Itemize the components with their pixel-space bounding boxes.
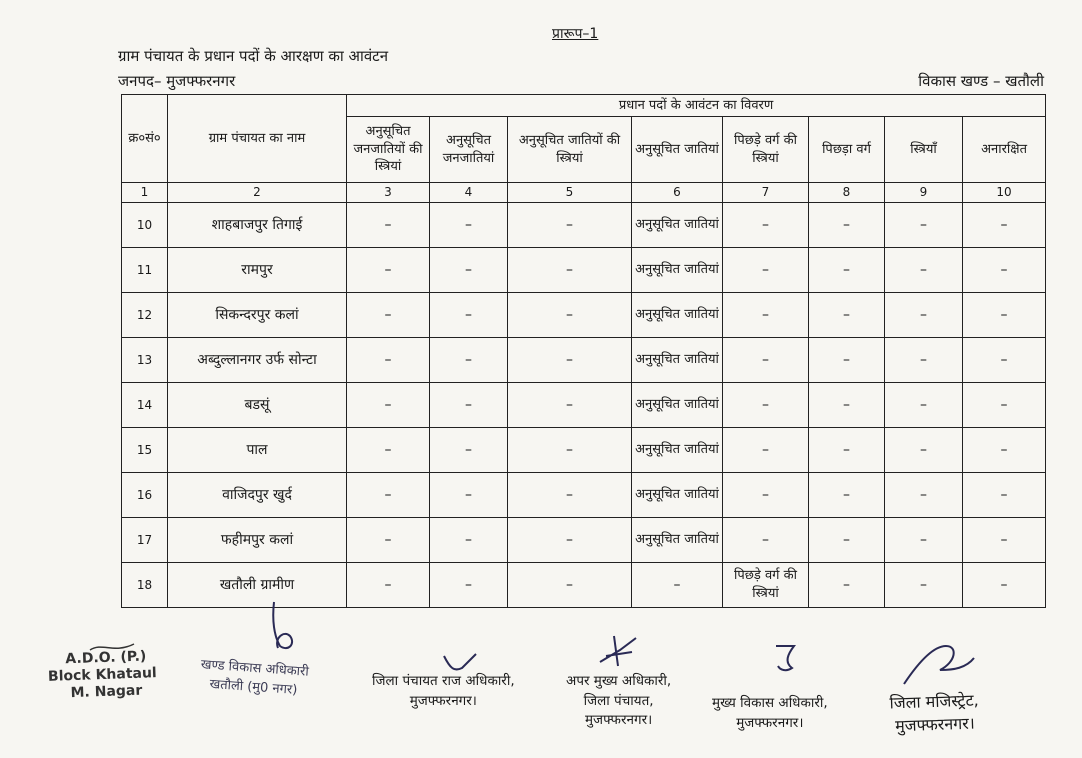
row-cell-col-3: –	[347, 473, 430, 518]
amo-line-1: अपर मुख्य अधिकारी,	[566, 673, 672, 689]
column-number-7: 7	[723, 183, 809, 203]
row-panchayat-name: रामपुर	[168, 248, 347, 293]
column-number-6: 6	[632, 183, 723, 203]
row-cell-col-8: –	[809, 203, 885, 248]
document-title: ग्राम पंचायत के प्रधान पदों के आरक्षण का आवंटन	[118, 47, 389, 65]
amo-line-2: जिला पंचायत,	[583, 692, 654, 709]
row-serial: 17	[122, 518, 168, 563]
row-cell-col-7: –	[723, 248, 809, 293]
reservation-table	[121, 94, 1046, 608]
row-cell-col-9: –	[885, 293, 963, 338]
dpro-line-1: जिला पंचायत राज अधिकारी,	[372, 673, 515, 689]
bdo-stamp	[199, 656, 309, 701]
row-cell-col-5: –	[508, 383, 632, 428]
cdo-line-2: मुजफ्फरनगर।	[736, 714, 804, 731]
bdo-line-1: खण्ड विकास अधिकारी	[200, 657, 310, 680]
form-number: प्रारूप–1	[552, 26, 599, 42]
row-cell-col-5: –	[508, 428, 632, 473]
row-cell-col-7: –	[723, 203, 809, 248]
row-cell-col-8: –	[809, 428, 885, 473]
row-panchayat-name: वाजिदपुर खुर्द	[168, 473, 347, 518]
ado-stamp-line-1: A.D.O. (P.)	[65, 648, 147, 668]
table-row	[122, 293, 1046, 338]
row-cell-col-10: –	[963, 473, 1046, 518]
row-cell-col-10: –	[963, 383, 1046, 428]
header-category-8: पिछड़ा वर्ग	[809, 117, 885, 183]
row-cell-col-10: –	[963, 518, 1046, 563]
row-cell-col-9: –	[885, 203, 963, 248]
row-cell-col-6: अनुसूचित जातियां	[632, 518, 723, 563]
row-cell-col-6: अनुसूचित जातियां	[632, 203, 723, 248]
dpro-line-2: मुजफ्फरनगर।	[409, 692, 477, 709]
column-number-3: 3	[347, 183, 430, 203]
row-cell-col-3: –	[347, 563, 430, 608]
table-row	[122, 518, 1046, 563]
row-cell-col-8: –	[809, 293, 885, 338]
row-panchayat-name: शाहबाजपुर तिगाई	[168, 203, 347, 248]
cdo-signatory	[712, 694, 828, 733]
amo-line-3: मुजफ्फरनगर।	[584, 712, 653, 729]
row-serial: 14	[122, 383, 168, 428]
header-category-10: अनारक्षित	[963, 117, 1046, 183]
row-cell-col-9: –	[885, 248, 963, 293]
cdo-signature-scrawl	[770, 642, 810, 676]
header-category-9: स्त्रियाँ	[885, 117, 963, 183]
amo-signature-scrawl	[596, 632, 646, 672]
district-label: जनपद– मुजफ्फरनगर	[118, 72, 236, 90]
row-cell-col-9: –	[885, 338, 963, 383]
row-cell-col-4: –	[430, 563, 508, 608]
row-cell-col-9: –	[885, 518, 963, 563]
row-cell-col-7: –	[723, 293, 809, 338]
row-cell-col-8: –	[809, 473, 885, 518]
row-cell-col-7: –	[723, 383, 809, 428]
row-cell-col-4: –	[430, 203, 508, 248]
column-number-8: 8	[809, 183, 885, 203]
row-cell-col-7: –	[723, 473, 809, 518]
row-cell-col-3: –	[347, 428, 430, 473]
row-cell-col-10: –	[963, 563, 1046, 608]
row-cell-col-5: –	[508, 338, 632, 383]
row-cell-col-8: –	[809, 518, 885, 563]
column-number-2: 2	[168, 183, 347, 203]
row-cell-col-7: –	[723, 518, 809, 563]
row-cell-col-8: –	[809, 248, 885, 293]
row-cell-col-9: –	[885, 428, 963, 473]
row-cell-col-5: –	[508, 248, 632, 293]
row-cell-col-6: अनुसूचित जातियां	[632, 473, 723, 518]
ado-signature-scrawl	[88, 640, 138, 660]
bdo-line-2: खतौली (मु0 नगर)	[209, 676, 298, 698]
row-cell-col-10: –	[963, 428, 1046, 473]
row-cell-col-6: अनुसूचित जातियां	[632, 248, 723, 293]
row-cell-col-8: –	[809, 383, 885, 428]
row-cell-col-6: अनुसूचित जातियां	[632, 338, 723, 383]
row-cell-col-7: –	[723, 338, 809, 383]
row-cell-col-10: –	[963, 338, 1046, 383]
block-label: विकास खण्ड – खतौली	[918, 72, 1044, 90]
dm-signatory	[889, 688, 980, 737]
row-cell-col-4: –	[430, 383, 508, 428]
row-cell-col-3: –	[347, 203, 430, 248]
header-panchayat-name: ग्राम पंचायत का नाम	[168, 95, 347, 183]
row-cell-col-3: –	[347, 518, 430, 563]
column-number-10: 10	[963, 183, 1046, 203]
row-cell-col-10: –	[963, 248, 1046, 293]
column-number-4: 4	[430, 183, 508, 203]
header-category-5: अनुसूचित जातियों की स्त्रियां	[508, 117, 632, 183]
ado-stamp-line-3: M. Nagar	[70, 682, 143, 701]
row-cell-col-8: –	[809, 338, 885, 383]
row-cell-col-3: –	[347, 293, 430, 338]
row-cell-col-3: –	[347, 383, 430, 428]
row-cell-col-8: –	[809, 563, 885, 608]
row-cell-col-4: –	[430, 248, 508, 293]
row-cell-col-5: –	[508, 203, 632, 248]
table-row	[122, 383, 1046, 428]
row-panchayat-name: खतौली ग्रामीण	[168, 563, 347, 608]
row-cell-col-10: –	[963, 293, 1046, 338]
dpro-signature-scrawl	[440, 650, 480, 680]
row-cell-col-3: –	[347, 248, 430, 293]
header-allocation-group: प्रधान पदों के आवंटन का विवरण	[347, 95, 1046, 117]
row-cell-col-10: –	[963, 203, 1046, 248]
dm-line-2: मुजफ्फरनगर।	[894, 713, 976, 736]
row-cell-col-6: अनुसूचित जातियां	[632, 383, 723, 428]
row-cell-col-5: –	[508, 518, 632, 563]
row-cell-col-4: –	[430, 338, 508, 383]
table-row	[122, 428, 1046, 473]
row-cell-col-6: –	[632, 563, 723, 608]
column-number-5: 5	[508, 183, 632, 203]
header-category-6: अनुसूचित जातियां	[632, 117, 723, 183]
row-serial: 16	[122, 473, 168, 518]
row-cell-col-5: –	[508, 293, 632, 338]
row-serial: 11	[122, 248, 168, 293]
row-cell-col-9: –	[885, 473, 963, 518]
header-serial: क्र०सं०	[122, 95, 168, 183]
dm-line-1: जिला मजिस्ट्रेट,	[889, 690, 980, 713]
ado-stamp-line-2: Block Khataul	[47, 664, 157, 685]
column-number-9: 9	[885, 183, 963, 203]
row-cell-col-6: अनुसूचित जातियां	[632, 428, 723, 473]
row-cell-col-9: –	[885, 383, 963, 428]
row-cell-col-4: –	[430, 293, 508, 338]
row-cell-col-5: –	[508, 563, 632, 608]
row-cell-col-4: –	[430, 428, 508, 473]
row-serial: 12	[122, 293, 168, 338]
row-cell-col-7: पिछड़े वर्ग की स्त्रियां	[723, 563, 809, 608]
row-cell-col-6: अनुसूचित जातियां	[632, 293, 723, 338]
row-serial: 13	[122, 338, 168, 383]
row-cell-col-3: –	[347, 338, 430, 383]
row-cell-col-7: –	[723, 428, 809, 473]
row-serial: 18	[122, 563, 168, 608]
column-number-1: 1	[122, 183, 168, 203]
table-row	[122, 203, 1046, 248]
table-row	[122, 338, 1046, 383]
row-panchayat-name: अब्दुल्लानगर उर्फ सोन्टा	[168, 338, 347, 383]
amo-signatory	[566, 672, 671, 731]
header-category-7: पिछड़े वर्ग की स्त्रियां	[723, 117, 809, 183]
bdo-signature-scrawl	[260, 600, 310, 660]
row-panchayat-name: बडसूं	[168, 383, 347, 428]
table-row	[122, 248, 1046, 293]
table-row	[122, 473, 1046, 518]
dm-signature-scrawl	[900, 640, 980, 690]
header-category-4: अनुसूचित जनजातियां	[430, 117, 508, 183]
row-cell-col-5: –	[508, 473, 632, 518]
cdo-line-1: मुख्य विकास अधिकारी,	[712, 695, 828, 711]
row-serial: 10	[122, 203, 168, 248]
row-cell-col-4: –	[430, 473, 508, 518]
row-panchayat-name: पाल	[168, 428, 347, 473]
row-panchayat-name: फहीमपुर कलां	[168, 518, 347, 563]
row-serial: 15	[122, 428, 168, 473]
row-cell-col-9: –	[885, 563, 963, 608]
header-category-3: अनुसूचित जनजातियों की स्त्रियां	[347, 117, 430, 183]
row-panchayat-name: सिकन्दरपुर कलां	[168, 293, 347, 338]
row-cell-col-4: –	[430, 518, 508, 563]
